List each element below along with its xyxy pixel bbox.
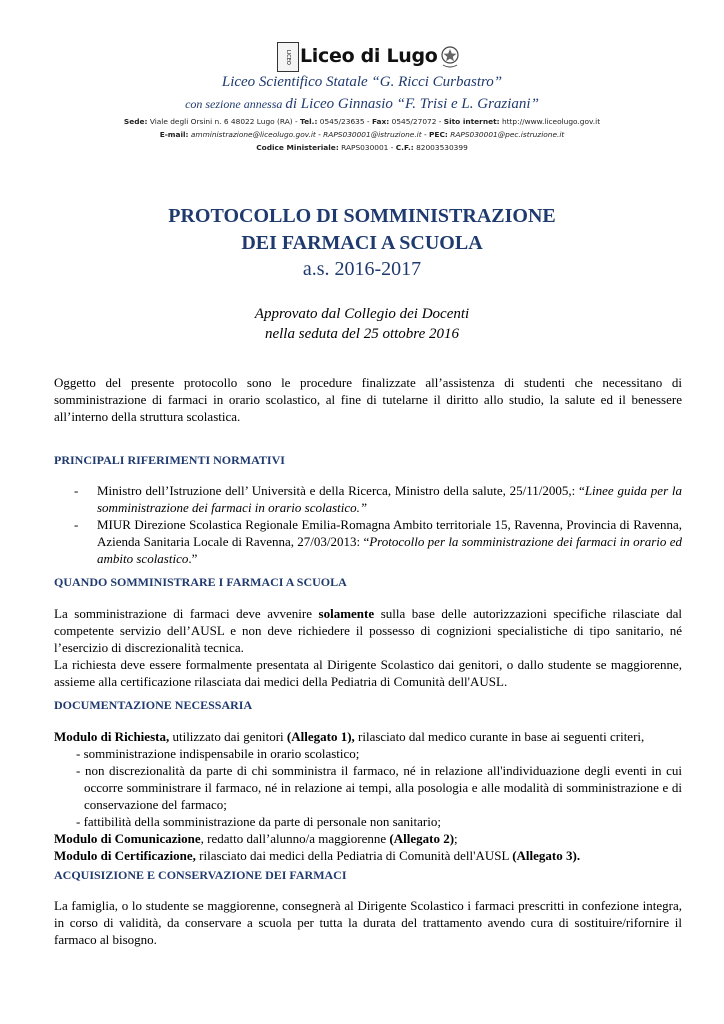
modulo-comunicazione: [54, 830, 682, 847]
email-value[interactable]: amministrazione@liceolugo.gov.it - RAPS030001@istruzione.it -: [188, 130, 429, 139]
section-heading-quando: QUANDO SOMMINISTRARE I FARMACI A SCUOLA: [54, 575, 347, 589]
letterhead-address-line: [0, 117, 724, 126]
list-dash: -: [74, 483, 79, 498]
letterhead-logo-row: [0, 42, 724, 72]
reference-title: Linee guida per la somministrazione dei farmaci in orario scolastico.”: [97, 483, 682, 515]
modulo-certificazione: [54, 847, 682, 864]
section-heading-documentazione: DOCUMENTAZIONE NECESSARIA: [54, 698, 253, 712]
cf-label: C.F.:: [395, 143, 414, 152]
page-title-line1: PROTOCOLLO DI SOMMINISTRAZIONE: [168, 205, 556, 227]
reference-tail: .”: [188, 551, 198, 566]
modulo-certificazione-text: rilasciato dai medici della Pediatria di Comunità dell'AUSL: [195, 848, 513, 863]
quando-paragraph: [54, 605, 682, 690]
criterion-item: - fattibilità della somministrazione da parte di personale non sanitario;: [76, 814, 441, 829]
approval-line1: Approvato dal Collegio dei Docenti: [254, 306, 470, 322]
quando-emphasis: solamente: [318, 606, 375, 621]
modulo-richiesta: [54, 728, 682, 745]
modulo-certificazione-label: Modulo di Certificazione,: [54, 848, 196, 863]
annex-name: di Liceo Ginnasio “F. Trisi e L. Graziani”: [285, 96, 539, 112]
code-label: Codice Ministeriale:: [256, 143, 339, 152]
allegato-1: (Allegato 1),: [286, 729, 355, 744]
reference-title: Protocollo per la somministrazione dei farmaci in orario ed ambito scolastico: [97, 534, 682, 566]
school-year: a.s. 2016-2017: [302, 258, 422, 280]
modulo-comunicazione-label: Modulo di Comunicazione: [54, 831, 201, 846]
annex-prefix: con sezione annessa: [185, 97, 286, 111]
reference-text: Ministro dell’Istruzione dell’ Università e della Ricerca, Ministro della salute, 25/11/2005,: “: [97, 483, 585, 498]
modulo-richiesta-criteria: rilasciato dal medico curante in base ai seguenti criteri,: [354, 729, 645, 744]
criterion-item: - somministrazione indispensabile in orario scolastico;: [76, 746, 360, 761]
list-item: [54, 482, 682, 516]
school-logo-icon: LICEO: [277, 42, 299, 72]
pec-label: PEC:: [428, 130, 448, 139]
tel-label: Tel.:: [300, 117, 318, 126]
modulo-comunicazione-end: ;: [454, 831, 458, 846]
fax-label: Fax:: [371, 117, 390, 126]
modulo-richiesta-label: Modulo di Richiesta,: [54, 729, 170, 744]
list-item: [54, 516, 682, 567]
section-heading-acquisizione: ACQUISIZIONE E CONSERVAZIONE DEI FARMACI: [54, 868, 347, 882]
quando-text-1: [54, 605, 682, 656]
tel-value: 0545/23635 -: [317, 117, 372, 126]
republic-emblem-icon: [440, 43, 460, 69]
documentazione-block: [54, 728, 682, 864]
modulo-comunicazione-text: , redatto dall’alunno/a maggiorenne: [200, 831, 390, 846]
letterhead-annex-line: [0, 95, 724, 113]
email-label: E-mail:: [159, 130, 189, 139]
intro-text: Oggetto del presente protocollo sono le procedure finalizzate all’assistenza di studenti che necessitano di somministrazione di farmaci in orario scolastico, al fine di tutelarne il diritto allo studio, la salute ed il benessere all’interno della struttura scolastica.: [54, 375, 682, 424]
fax-value: 0545/27072 -: [389, 117, 444, 126]
modulo-richiesta-text: utilizzato dai genitori: [169, 729, 287, 744]
page-title-line2: DEI FARMACI A SCUOLA: [241, 232, 483, 254]
letterhead-school-line: Liceo Scientifico Statale “G. Ricci Curbastro”: [221, 74, 503, 90]
site-label: Sito internet:: [443, 117, 500, 126]
intro-paragraph: [54, 374, 682, 425]
criterion-item: - non discrezionalità da parte di chi somministra il farmaco, né in relazione all'individuazione degli eventi in cui occorre somministrare il farmaco, né in relazione ai tempi, alla posologia e alle modalità di somministrazione e di conservazione del farmaco;: [76, 763, 682, 812]
quando-text-a: La somministrazione di farmaci deve avvenire: [54, 606, 319, 621]
reference-text: MIUR Direzione Scolastica Regionale Emilia-Romagna Ambito territoriale 15, Ravenna, Provincia di Ravenna, Azienda Sanitaria Locale di Ravenna, 27/03/2013: “: [97, 517, 682, 549]
references-list: [54, 482, 682, 567]
cf-value: 82003530399: [413, 143, 468, 152]
allegato-2: (Allegato 2): [389, 831, 455, 846]
sede-label: Sede:: [123, 117, 148, 126]
code-value: RAPS030001 -: [338, 143, 396, 152]
quando-text-b: sulla base delle autorizzazioni specifiche rilasciate dal competente servizio dell’AUSL e non deve richiedere il possesso di cognizioni specialistiche di tipo sanitario, né l’esercizio di discrezionalità tecnica.: [54, 606, 683, 655]
quando-text-2: La richiesta deve essere formalmente presentata al Dirigente Scolastico dai genitori, o dallo studente se maggiorenne, assieme alla certificazione rilasciata dai medici della Pediatria di Comunità dell'AUSL.: [54, 657, 682, 689]
approval-line2: nella seduta del 25 ottobre 2016: [264, 326, 459, 342]
list-dash: -: [74, 517, 79, 532]
letterhead-code-line: [0, 143, 724, 152]
acquisizione-text: La famiglia, o lo studente se maggiorenne, consegnerà al Dirigente Scolastico i farmaci prescritti in confezione integra, in corso di validità, da conservare a scuola per tutta la durata del trattamento avendo cura di sostituire/rifornire il farmaco al bisogno.: [54, 898, 682, 947]
pec-value[interactable]: RAPS030001@pec.istruzione.it: [447, 130, 565, 139]
site-link[interactable]: http://www.liceolugo.gov.it: [499, 117, 601, 126]
section-heading-riferimenti: PRINCIPALI RIFERIMENTI NORMATIVI: [54, 453, 285, 467]
school-name: Liceo di Lugo: [300, 45, 438, 67]
sede-value: Viale degli Orsini n. 6 48022 Lugo (RA) -: [147, 117, 301, 126]
letterhead-email-line: [0, 130, 724, 139]
allegato-3: (Allegato 3).: [512, 848, 581, 863]
acquisizione-paragraph: [54, 897, 682, 948]
